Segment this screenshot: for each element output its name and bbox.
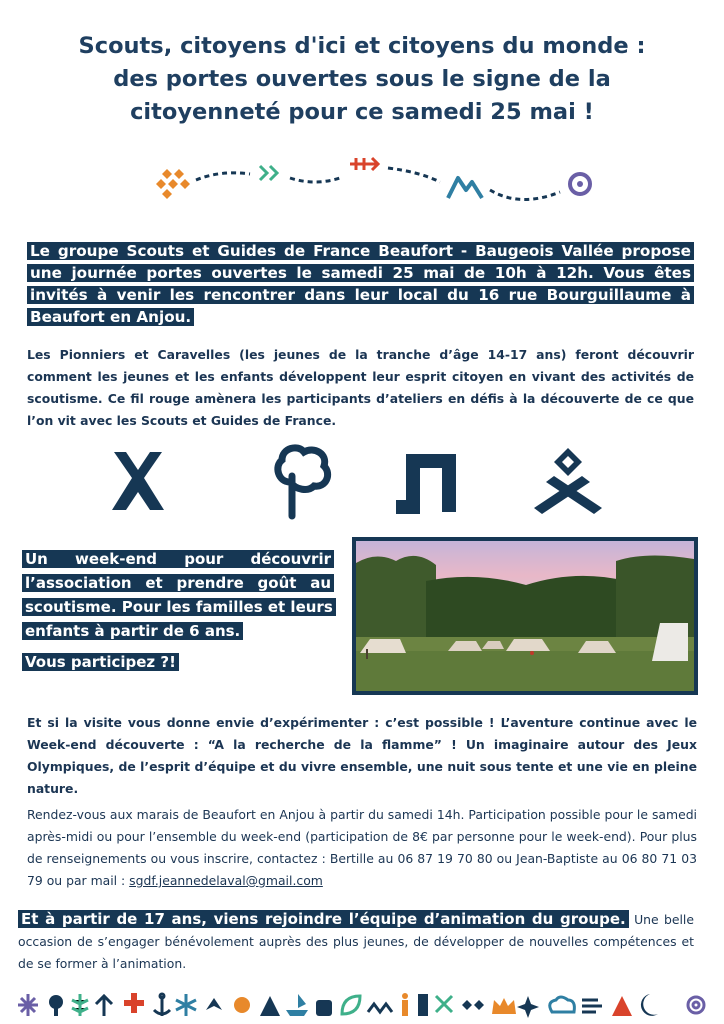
- paragraph-rendezvous: [27, 804, 697, 892]
- title-line-3: citoyenneté pour ce samedi 25 mai !: [130, 99, 594, 125]
- snowflake-icon: [176, 994, 196, 1016]
- trail-dash-3: [388, 168, 440, 182]
- weekend-box-text: Un week-end pour découvrir l’association et prendre goût au scoutisme. Pour les familles et leurs enfants à partir de 6 ans.: [22, 550, 336, 640]
- bottom-icon-strip: [16, 990, 716, 1020]
- trail-dash-4: [490, 190, 560, 200]
- fern-icon: [72, 994, 88, 1016]
- trail-dash-1: [196, 173, 250, 180]
- gate-icon: [396, 454, 456, 514]
- boat-icon: [286, 994, 308, 1016]
- bird-icon: [206, 998, 222, 1010]
- anchor-icon: [154, 994, 170, 1016]
- star-icon: [18, 994, 38, 1016]
- camp-photo: [352, 537, 698, 695]
- sparkle-icon: [517, 996, 539, 1018]
- totem-icon: [418, 994, 428, 1016]
- animation-text: Une belle occasion de s’engager bénévolement auprès des plus jeunes, de développer de nouvelles compétences et de se former à l’animation.: [18, 912, 695, 971]
- paragraph-pionniers: Les Pionniers et Caravelles (les jeunes de la tranche d’âge 14-17 ans) feront découvrir comment les jeunes et les enfants développent leur esprit citoyen en vivant des activités de scoutisme. Ce fil rouge amènera les participants d’ateliers en défis à la découverte de ce que l’on vit avec les Scouts et Guides de France.: [27, 347, 694, 428]
- weekend-box: [22, 547, 334, 643]
- gear-icon: [688, 997, 704, 1013]
- tree-icon: [278, 448, 328, 516]
- page-title: [40, 30, 684, 129]
- circle-target-icon: [570, 174, 590, 194]
- participez-heading: [22, 650, 179, 674]
- tent-icon: [112, 452, 164, 510]
- intro-tail: à Beaufort en Anjou.: [30, 286, 691, 326]
- leaf-icon: [342, 996, 360, 1014]
- intro-text: Le groupe Scouts et Guides de France Beaufort - Baugeois Vallée propose une journée portes ouvertes le samedi 25 mai de 10h à 12h. Vous êtes invités à venir les rencontrer dans leur local du: [30, 242, 691, 304]
- camp-scene-image: [356, 541, 694, 691]
- diamonds-small-icon: [462, 1000, 484, 1010]
- participez-text: Vous participez ?!: [22, 653, 179, 671]
- rendezvous-text: Rendez-vous aux marais de Beaufort en Anjou à partir du samedi 14h. Participation possible pour le samedi après-midi ou pour l’ensemble du week-end (participation de 8€ par personne pour le week-end). Pour plus de renseignements ou vous inscrire, contactez : Bertille au 06 87 19 70 80 ou Jean-Baptiste au 06 80 71 03 79 ou par mail :: [27, 807, 697, 888]
- zigzag-icon: [368, 1004, 392, 1012]
- animation-lead: Et à partir de 17 ans, viens rejoindre l’équipe d’animation du groupe.: [18, 910, 629, 928]
- arrow-up-icon: [96, 996, 112, 1016]
- double-chevron-icon: [260, 166, 277, 180]
- tree-icon: [49, 995, 63, 1016]
- moon-icon: [641, 994, 658, 1016]
- candle-icon: [402, 993, 408, 1016]
- email-link[interactable]: sgdf.jeannedelaval@gmail.com: [129, 873, 323, 888]
- crown-icon: [492, 998, 516, 1014]
- sun-icon: [234, 997, 250, 1013]
- scout-symbols: [108, 442, 608, 522]
- campfire-icon: [534, 448, 602, 514]
- title-line-1: Scouts, citoyens d'ici et citoyens du monde :: [78, 33, 646, 59]
- cross-x-icon: [436, 996, 452, 1012]
- diamonds-icon: [156, 169, 190, 199]
- cross-icon: [124, 993, 144, 1013]
- mountain-icon: [448, 178, 482, 198]
- paragraph-animation: [18, 908, 694, 975]
- triangle-icon: [612, 996, 632, 1016]
- arrows-icon: [350, 158, 378, 170]
- cloud-icon: [550, 997, 575, 1012]
- hand-icon: [316, 1000, 332, 1016]
- trail-dash-2: [290, 178, 340, 182]
- decorative-trail: [150, 152, 600, 212]
- tent-small-icon: [260, 996, 280, 1016]
- intro-address: 16 rue Bourguillaume: [478, 286, 672, 304]
- intro-paragraph: [27, 240, 694, 328]
- title-line-2: des portes ouvertes sous le signe de la: [113, 66, 611, 92]
- paragraph-weekend: Et si la visite vous donne envie d’expérimenter : c’est possible ! L’aventure continue avec le Week-end découverte : “A la recherche de la flamme” ! Un imaginaire autour des Jeux Olympiques, de l’esprit d’équipe et du vivre ensemble, une nuit sous tente et une vie en pleine nature.: [27, 715, 697, 796]
- wind-icon: [582, 1000, 602, 1012]
